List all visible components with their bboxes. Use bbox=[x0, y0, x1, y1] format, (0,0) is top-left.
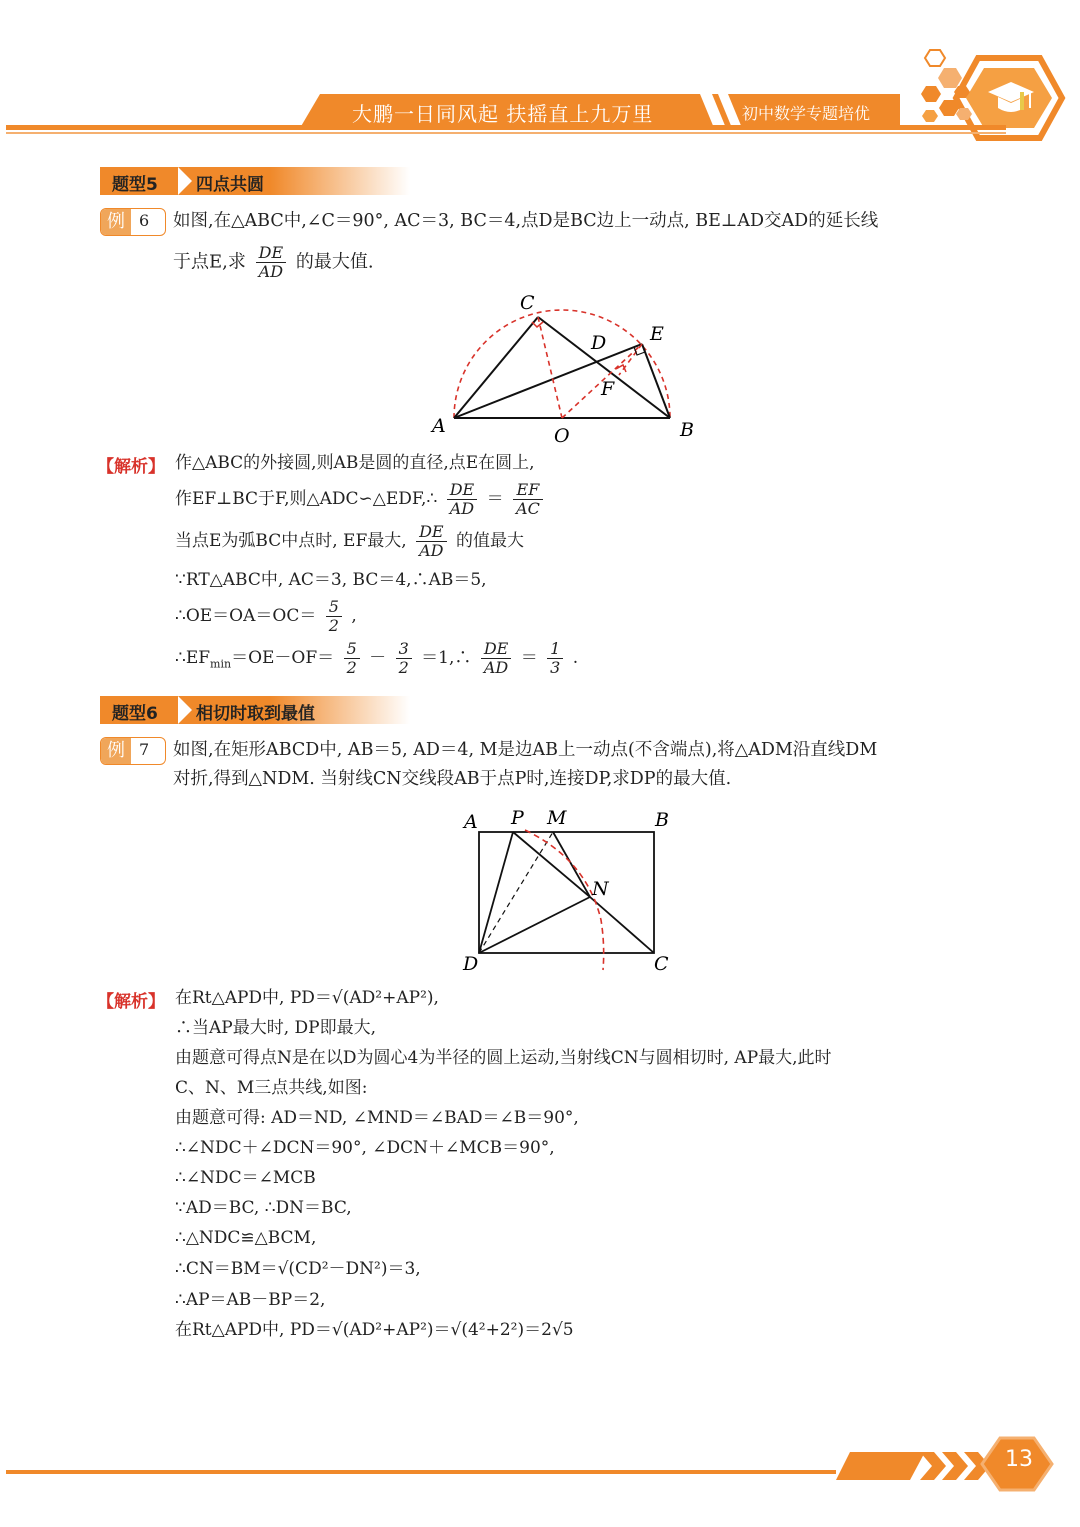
solution7-line: ∴△NDC≌△BCM, bbox=[175, 1228, 317, 1248]
solution7-line: 由题意可得点N是在以D为圆心4为半径的圆上运动,当射线CN与圆相切时, AP最大,此时 bbox=[175, 1048, 832, 1068]
section-title: 四点共圆 bbox=[196, 175, 264, 195]
label-B: B bbox=[680, 419, 694, 441]
label-E: E bbox=[650, 323, 664, 345]
label-A: A bbox=[432, 415, 446, 437]
solution6-line5: ∴OE＝OA＝OC＝ $\frac{5}{2}$ , bbox=[175, 597, 357, 635]
label-O: O bbox=[554, 425, 570, 447]
page-number: 13 bbox=[1005, 1447, 1033, 1472]
example-tag-label: 例 bbox=[101, 209, 131, 235]
label-P: P bbox=[511, 807, 524, 829]
figure-rectangle-fold bbox=[455, 800, 695, 980]
example-tag-number: 6 bbox=[139, 211, 150, 230]
label-M: M bbox=[547, 807, 567, 829]
example6-line1: 如图,在△ABC中,∠C＝90°, AC＝3, BC＝4,点D是BC边上一动点, BE⊥AD交AD的延长线 bbox=[173, 211, 879, 231]
header-slogan: 大鹏一日同风起 扶摇直上九万里 bbox=[352, 102, 654, 126]
fraction-de-ad: $\frac{DE}{AD}$ bbox=[256, 244, 287, 281]
section-header-5 bbox=[100, 167, 420, 195]
example-tag-7 bbox=[100, 737, 166, 765]
solution7-line: ∴∠NDC＋∠DCN＝90°, ∠DCN＋∠MCB＝90°, bbox=[175, 1138, 555, 1158]
solution7-line: ∴AP＝AB－BP＝2, bbox=[175, 1290, 326, 1310]
label-B: B bbox=[655, 809, 669, 831]
footer-rule bbox=[6, 1470, 836, 1474]
label-A: A bbox=[464, 811, 478, 833]
solution7-line: ∴当AP最大时, DP即最大, bbox=[175, 1018, 376, 1038]
solution7-line: C、N、M三点共线,如图: bbox=[175, 1078, 368, 1098]
example-tag-label: 例 bbox=[101, 738, 131, 764]
header-rule-thin bbox=[6, 132, 1006, 134]
example-tag-6 bbox=[100, 208, 166, 236]
label-F: F bbox=[601, 378, 615, 400]
section-number: 题型6 bbox=[112, 704, 158, 724]
solution7-line: 在Rt△APD中, PD＝√(AD²+AP²), bbox=[175, 988, 439, 1008]
solution6-line1: 作△ABC的外接圆,则AB是圆的直径,点E在圆上, bbox=[175, 453, 535, 473]
solution7-line: ∴∠NDC＝∠MCB bbox=[175, 1168, 316, 1188]
solution6-line6: $\therefore EF_{min}=OE-OF=$ $\frac{5}{2}$ － $\frac{3}{2}$ ＝1,∴ $\frac{DE}{AD}$ ＝ $\frac{1}{3}$ . bbox=[175, 639, 579, 677]
solution6-line4: ∵RT△ABC中, AC＝3, BC＝4,∴AB＝5, bbox=[175, 570, 487, 590]
solution7-line: 在Rt△APD中, PD＝√(AD²+AP²)＝√(4²+2²)＝2√5 bbox=[175, 1320, 574, 1340]
solution-label-6: 【解析】 bbox=[97, 457, 165, 477]
label-C: C bbox=[520, 292, 535, 314]
graduation-cap-icon bbox=[986, 78, 1036, 122]
section-title: 相切时取到最值 bbox=[196, 704, 315, 724]
label-D: D bbox=[591, 332, 607, 354]
example7-line1: 如图,在矩形ABCD中, AB＝5, AD＝4, M是边AB上一动点(不含端点),将△ADM沿直线DM bbox=[173, 740, 878, 760]
example7-line2: 对折,得到△NDM. 当射线CN交线段AB于点P时,连接DP,求DP的最大值. bbox=[173, 769, 732, 789]
solution-label-7: 【解析】 bbox=[97, 992, 165, 1012]
solution7-line: 由题意可得: AD＝ND, ∠MND＝∠BAD＝∠B＝90°, bbox=[175, 1108, 579, 1128]
label-N: N bbox=[592, 878, 609, 900]
label-C: C bbox=[654, 953, 669, 975]
section-number: 题型5 bbox=[112, 175, 158, 195]
label-D: D bbox=[463, 953, 479, 975]
header-series: 初中数学专题培优 bbox=[742, 104, 871, 123]
solution6-line3: 当点E为弧BC中点时, EF最大, $\frac{DE}{AD}$ 的值最大 bbox=[175, 522, 524, 560]
figure-semicircle-triangle bbox=[420, 285, 710, 450]
solution7-line: ∴CN＝BM＝√(CD²－DN²)＝3, bbox=[175, 1259, 421, 1279]
example6-line2: 于点E,求 $\frac{DE}{AD}$ 的最大值. bbox=[173, 243, 374, 281]
section-header-6 bbox=[100, 696, 420, 724]
footer-arrows bbox=[830, 1430, 1080, 1500]
solution6-line2: 作EF⊥BC于F,则△ADC∽△EDF,∴ $\frac{DE}{AD}$ ＝ $\frac{EF}{AC}$ bbox=[175, 481, 547, 518]
example-tag-number: 7 bbox=[139, 740, 150, 759]
solution7-line: ∵AD＝BC, ∴DN＝BC, bbox=[175, 1198, 352, 1218]
